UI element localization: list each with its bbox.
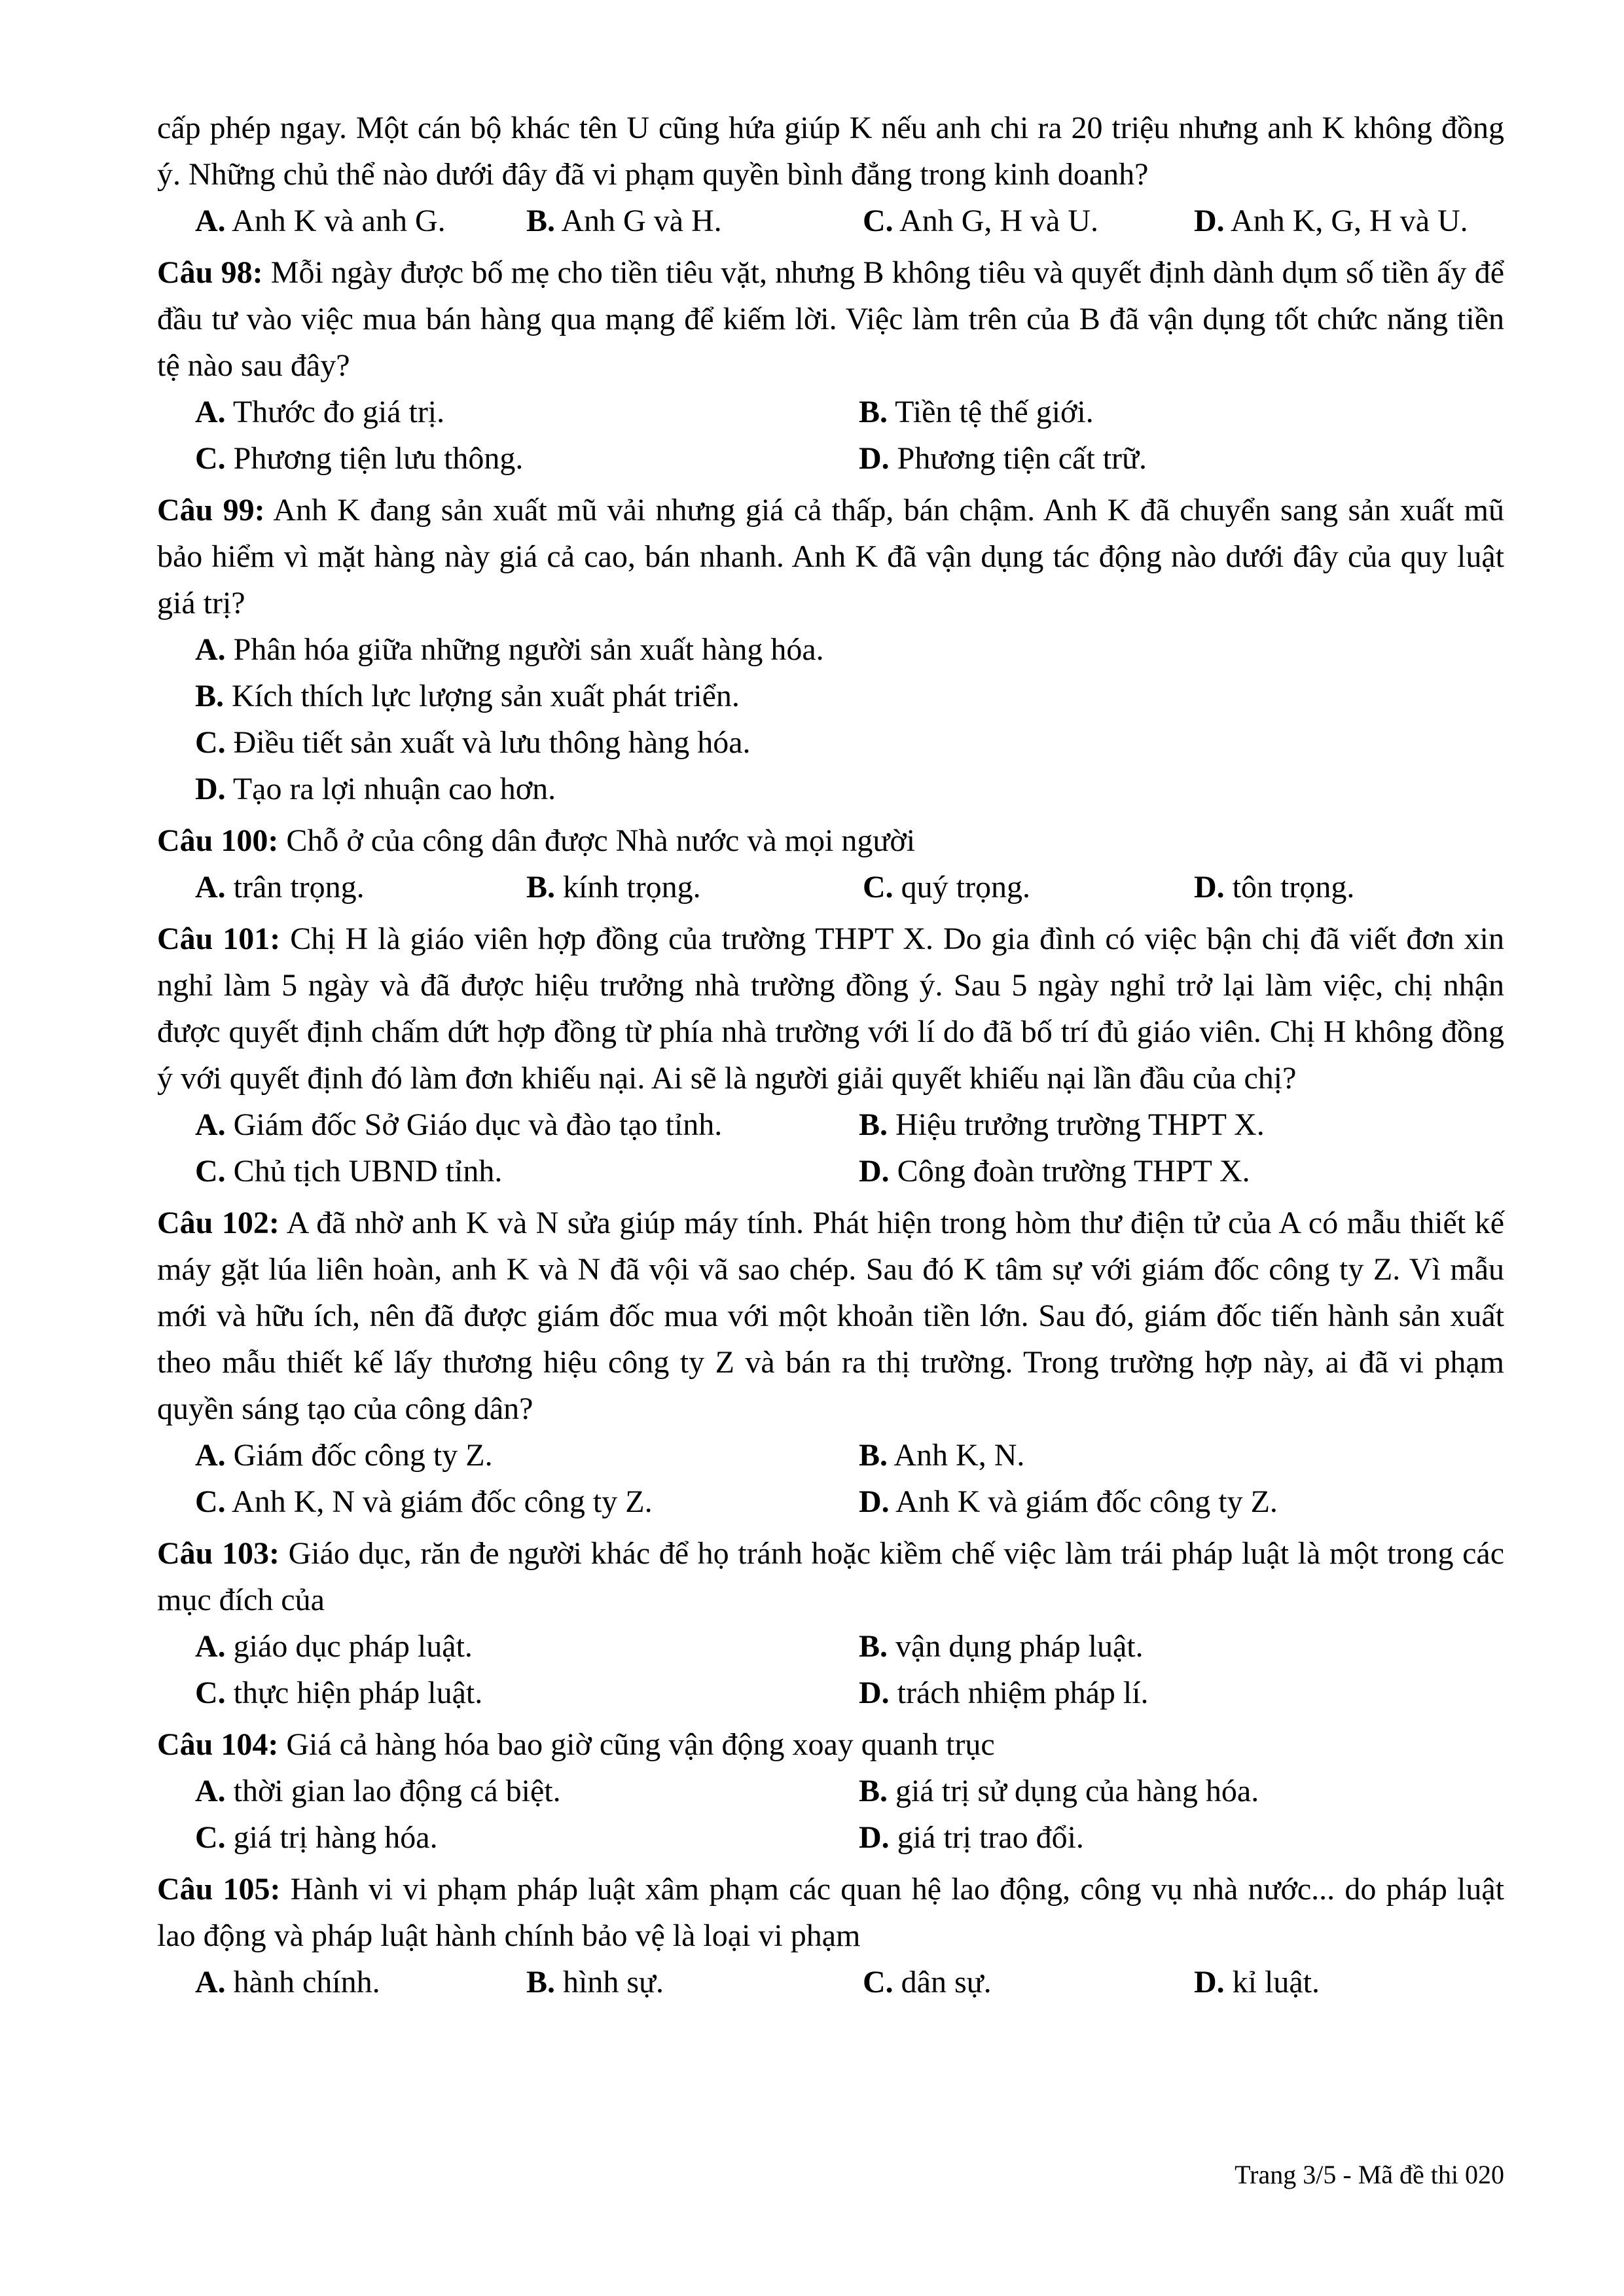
option-c [195,719,1504,766]
option-c [195,1814,859,1861]
option-c [195,1670,859,1716]
option-text: Anh K, G, H và U. [1231,204,1468,238]
option-text: Điều tiết sản xuất và lưu thông hàng hóa. [233,725,751,760]
option-letter: B. [859,1629,888,1664]
option-letter: C. [863,870,893,905]
option-letter: C. [863,1965,893,2000]
question-text: Anh K đang sản xuất mũ vải nhưng giá cả thấp, bán chậm. Anh K đã chuyển sang sản xuất mũ bảo hiểm vì mặt hàng này giá cả cao, bán nhanh. Anh K đã vận dụng tác động nào dưới đây của quy luật giá trị? [157,493,1504,620]
option-text: Anh K, N. [893,1438,1025,1473]
option-d [1194,1959,1504,2005]
option-text: kính trọng. [563,870,701,905]
option-b [859,1623,1504,1670]
question-block [157,249,1504,482]
option-text: dân sự. [901,1965,992,2000]
option-letter: B. [859,1107,888,1142]
option-text: Phương tiện lưu thông. [233,441,524,476]
option-b [526,198,863,244]
option-text: trân trọng. [233,870,365,905]
question-text: Giáo dục, răn đe người khác để họ tránh hoặc kiềm chế việc làm trái pháp luật là một trong các mục đích của [157,1536,1505,1617]
option-letter: C. [195,441,226,476]
option-text: quý trọng. [901,870,1030,905]
option-b [859,1432,1504,1479]
exam-page [157,105,1504,2005]
option-text: Anh K, N và giám đốc công ty Z. [232,1484,653,1519]
option-letter: C. [195,1676,226,1710]
option-text: trách nhiệm pháp lí. [897,1676,1149,1710]
option-b [526,1959,863,2005]
answer-options [157,389,1504,482]
option-letter: A. [195,1774,226,1808]
option-letter: C. [195,1820,226,1855]
option-letter: B. [859,395,888,429]
option-a [195,1959,526,2005]
option-letter: B. [859,1774,888,1808]
option-text: Anh K và anh G. [232,204,446,238]
option-letter: B. [859,1438,888,1473]
option-text: tôn trọng. [1232,870,1355,905]
question-block [157,1866,1504,2005]
option-text: Kích thích lực lượng sản xuất phát triển. [232,679,740,713]
option-letter: D. [1194,1965,1225,2000]
option-letter: A. [195,1107,226,1142]
option-letter: D. [859,441,890,476]
option-letter: A. [195,870,226,905]
option-text: hành chính. [233,1965,380,2000]
option-text: giá trị sử dụng của hàng hóa. [895,1774,1259,1808]
option-a [195,626,1504,673]
question-block [157,817,1504,910]
option-letter: A. [195,395,226,429]
answer-options [157,626,1504,812]
question-number: Câu 105: [157,1872,281,1907]
option-letter: B. [195,679,225,713]
option-letter: D. [1194,870,1225,905]
option-d [859,1814,1504,1861]
option-a [195,1432,859,1479]
option-a [195,1623,859,1670]
page-footer: Trang 3/5 - Mã đề thi 020 [1235,2160,1504,2189]
option-text: Công đoàn trường THPT X. [897,1154,1250,1189]
option-a [195,1768,859,1814]
option-letter: A. [195,204,226,238]
option-letter: B. [526,1965,556,2000]
option-d [195,766,1504,812]
question-stem [157,487,1504,626]
option-letter: D. [859,1154,890,1189]
answer-options [157,864,1504,910]
question-text: Chỗ ở của công dân được Nhà nước và mọi người [286,823,916,858]
question-number: Câu 104: [157,1727,279,1762]
option-letter: C. [195,725,226,760]
option-text: Phân hóa giữa những người sản xuất hàng hóa. [233,632,824,667]
question-stem [157,1721,1504,1768]
option-text: Anh G và H. [561,204,722,238]
option-a [195,198,526,244]
question-number: Câu 101: [157,922,281,956]
answer-options [157,1102,1504,1194]
option-text: hình sự. [563,1965,664,2000]
option-c [863,1959,1194,2005]
question-list [157,249,1504,2005]
option-text: thời gian lao động cá biệt. [233,1774,561,1808]
question-number: Câu 98: [157,255,263,290]
question-number: Câu 103: [157,1536,280,1571]
answer-options [157,1959,1504,2005]
option-text: giá trị hàng hóa. [233,1820,438,1855]
option-b [859,1102,1504,1148]
option-b [859,389,1504,435]
option-text: Tạo ra lợi nhuận cao hơn. [232,772,556,806]
option-text: Chủ tịch UBND tỉnh. [233,1154,503,1189]
option-b [526,864,863,910]
option-b [195,673,1504,719]
option-c [863,198,1194,244]
question-text: Mỗi ngày được bố mẹ cho tiền tiêu vặt, nhưng B không tiêu và quyết định dành dụm số tiền ấy để đầu tư vào việc mua bán hàng qua mạng để kiếm lời. Việc làm trên của B đã vận dụng tốt chức năng tiền tệ nào sau đây? [157,255,1505,383]
option-letter: D. [859,1676,890,1710]
option-text: Anh G, H và U. [899,204,1098,238]
question-stem [157,1530,1504,1623]
question-number: Câu 102: [157,1206,280,1240]
option-a [195,389,859,435]
question-text: A đã nhờ anh K và N sửa giúp máy tính. Phát hiện trong hòm thư điện tử của A có mẫu thiết kế máy gặt lúa liên hoàn, anh K và N đã vội vã sao chép. Sau đó K tâm sự với giám đốc công ty Z. Vì mẫu mới và hữu ích, nên đã được giám đốc mua với một khoản tiền lớn. Sau đó, giám đốc tiến hành sản xuất theo mẫu thiết kế lấy thương hiệu công ty Z và bán ra thị trường. Trong trường hợp này, ai đã vi phạm quyền sáng tạo của công dân? [157,1206,1504,1426]
option-d [859,435,1504,482]
option-letter: C. [195,1154,226,1189]
option-text: giáo dục pháp luật. [233,1629,473,1664]
option-letter: A. [195,632,226,667]
question-block [157,1200,1504,1525]
option-letter: D. [859,1484,890,1519]
option-text: Anh K và giám đốc công ty Z. [895,1484,1278,1519]
question-stem [157,1866,1504,1959]
question-number: Câu 99: [157,493,265,528]
option-letter: D. [195,772,226,806]
option-letter: A. [195,1629,226,1664]
question-number: Câu 100: [157,823,279,858]
option-text: thực hiện pháp luật. [233,1676,483,1710]
option-d [859,1479,1504,1525]
answer-options [157,198,1504,244]
question-block [157,916,1504,1194]
option-letter: C. [195,1484,226,1519]
question-stem [157,817,1504,864]
option-letter: A. [195,1965,226,2000]
question-97-continued [157,105,1504,244]
question-block [157,1530,1504,1716]
option-text: Hiệu trưởng trường THPT X. [895,1107,1265,1142]
question-stem [157,916,1504,1102]
option-a [195,864,526,910]
option-text: Tiền tệ thế giới. [895,395,1094,429]
option-d [1194,864,1504,910]
option-text: Giám đốc Sở Giáo dục và đào tạo tỉnh. [233,1107,723,1142]
option-text: Thước đo giá trị. [232,395,445,429]
option-c [195,435,859,482]
option-text: kỉ luật. [1232,1965,1320,2000]
option-d [859,1670,1504,1716]
option-a [195,1102,859,1148]
option-text: giá trị trao đổi. [897,1820,1084,1855]
option-letter: C. [863,204,893,238]
answer-options [157,1432,1504,1525]
question-stem [157,249,1504,389]
option-c [195,1479,859,1525]
question-block [157,487,1504,812]
question-stem: cấp phép ngay. Một cán bộ khác tên U cũng hứa giúp K nếu anh chi ra 20 triệu nhưng anh K không đồng ý. Những chủ thể nào dưới đây đã vi phạm quyền bình đẳng trong kinh doanh? [157,111,1504,192]
option-c [863,864,1194,910]
option-b [859,1768,1504,1814]
question-text: Giá cả hàng hóa bao giờ cũng vận động xoay quanh trục [286,1727,995,1762]
option-d [1194,198,1504,244]
answer-options [157,1623,1504,1716]
question-stem [157,1200,1504,1432]
option-text: Phương tiện cất trữ. [897,441,1147,476]
option-d [859,1148,1504,1194]
option-letter: B. [526,204,556,238]
question-block [157,1721,1504,1861]
option-letter: B. [526,870,556,905]
option-text: Giám đốc công ty Z. [233,1438,493,1473]
option-letter: D. [1194,204,1225,238]
question-text: Hành vi vi phạm pháp luật xâm phạm các quan hệ lao động, công vụ nhà nước... do pháp luật lao động và pháp luật hành chính bảo vệ là loại vi phạm [157,1872,1505,1953]
option-c [195,1148,859,1194]
answer-options [157,1768,1504,1861]
option-letter: D. [859,1820,890,1855]
question-text: Chị H là giáo viên hợp đồng của trường THPT X. Do gia đình có việc bận chị đã viết đơn xin nghỉ làm 5 ngày và đã được hiệu trưởng nhà trường đồng ý. Sau 5 ngày nghỉ trở lại làm việc, chị nhận được quyết định chấm dứt hợp đồng từ phía nhà trường với lí do đã bố trí đủ giáo viên. Chị H không đồng ý với quyết định đó làm đơn khiếu nại. Ai sẽ là người giải quyết khiếu nại lần đầu của chị? [157,922,1505,1096]
option-letter: A. [195,1438,226,1473]
option-text: vận dụng pháp luật. [895,1629,1144,1664]
